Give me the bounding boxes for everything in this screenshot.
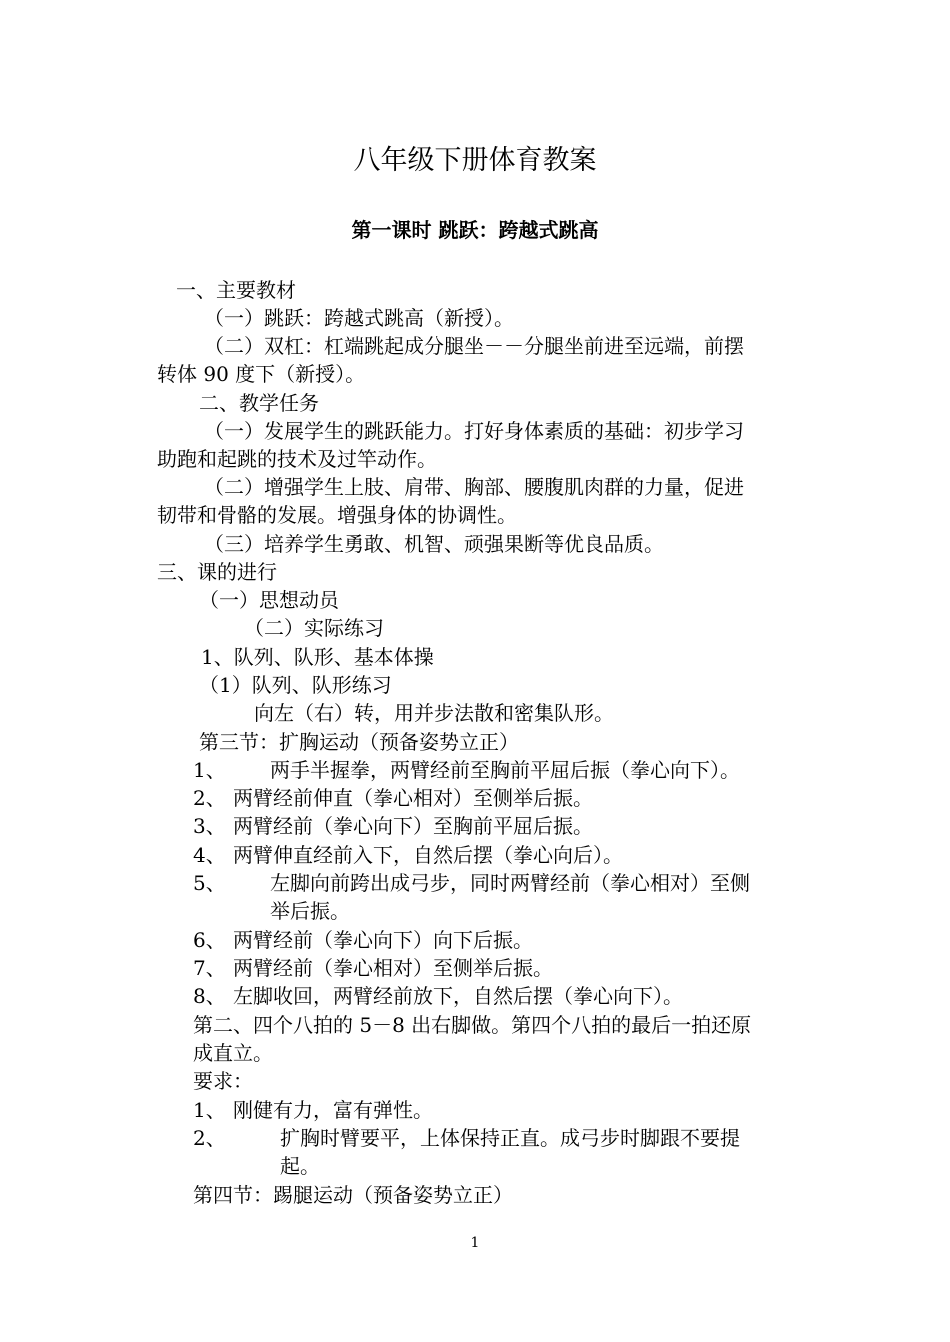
page-number: 1	[470, 1235, 480, 1251]
step-text: 两臂经前（拳心向下）至胸前平屈后振。	[233, 814, 593, 838]
task-item-1-line2: 助跑和起跳的技术及过竿动作。	[157, 447, 437, 471]
step-text: 两臂经前（拳心向下）向下后振。	[233, 928, 533, 952]
process-sub-1: （一）思想动员	[199, 588, 339, 612]
step-text: 两臂经前（拳心相对）至侧举后振。	[233, 956, 553, 980]
requirement-text: 刚健有力，富有弹性。	[233, 1098, 433, 1122]
step-text: 两臂经前伸直（拳心相对）至侧举后振。	[233, 786, 593, 810]
requirement-number: 2、	[193, 1126, 226, 1150]
step-text-continued: 举后振。	[270, 899, 350, 923]
step-text: 左脚向前跨出成弓步，同时两臂经前（拳心相对）至侧	[270, 871, 750, 895]
practice-point-1a: （1）队列、队形练习	[199, 673, 392, 697]
task-item-2-line1: （二）增强学生上肢、肩带、胸部、腰腹肌肉群的力量，促进	[204, 475, 744, 499]
step-number: 3、	[193, 814, 226, 838]
requirement-text-continued: 起。	[280, 1154, 320, 1178]
section-heading-teaching-tasks: 二、教学任务	[199, 391, 319, 415]
step-number: 2、	[193, 786, 226, 810]
step-number: 7、	[193, 956, 226, 980]
step-number: 1、	[193, 758, 226, 782]
material-item-2-line2: 转体 90 度下（新授）。	[157, 362, 366, 386]
requirement-text: 扩胸时臂要平，上体保持正直。成弓步时脚跟不要提	[280, 1126, 740, 1150]
exercise-3-note-line2: 成直立。	[193, 1041, 273, 1065]
step-number: 8、	[193, 984, 226, 1008]
practice-point-1a-text: 向左（右）转，用并步法散和密集队形。	[254, 701, 614, 725]
task-item-2-line2: 韧带和骨骼的发展。增强身体的协调性。	[157, 503, 517, 527]
step-text: 左脚收回，两臂经前放下，自然后摆（拳心向下）。	[233, 984, 683, 1008]
exercise-3-heading: 第三节：扩胸运动（预备姿势立正）	[199, 730, 519, 754]
step-number: 4、	[193, 843, 226, 867]
section-heading-lesson-process: 三、课的进行	[157, 560, 277, 584]
lesson-subtitle: 第一课时 跳跃：跨越式跳高	[351, 218, 599, 242]
step-text: 两手半握拳，两臂经前至胸前平屈后振（拳心向下）。	[270, 758, 740, 782]
section-heading-main-materials: 一、主要教材	[176, 278, 296, 302]
process-sub-2: （二）实际练习	[244, 616, 384, 640]
exercise-4-heading: 第四节：踢腿运动（预备姿势立正）	[193, 1183, 513, 1207]
material-item-2-line1: （二）双杠：杠端跳起成分腿坐－－分腿坐前进至远端，前摆	[204, 334, 744, 358]
task-item-1-line1: （一）发展学生的跳跃能力。打好身体素质的基础：初步学习	[204, 419, 744, 443]
requirement-number: 1、	[193, 1098, 226, 1122]
step-number: 5、	[193, 871, 226, 895]
practice-point-1: 1、队列、队形、基本体操	[201, 645, 434, 669]
step-text: 两臂伸直经前入下，自然后摆（拳心向后）。	[233, 843, 623, 867]
requirements-heading: 要求：	[193, 1069, 253, 1093]
exercise-3-note-line1: 第二、四个八拍的 5－8 出右脚做。第四个八拍的最后一拍还原	[193, 1013, 752, 1037]
document-title: 八年级下册体育教案	[353, 145, 597, 176]
task-item-3: （三）培养学生勇敢、机智、顽强果断等优良品质。	[204, 532, 664, 556]
material-item-1: （一）跳跃：跨越式跳高（新授）。	[204, 306, 514, 330]
step-number: 6、	[193, 928, 226, 952]
